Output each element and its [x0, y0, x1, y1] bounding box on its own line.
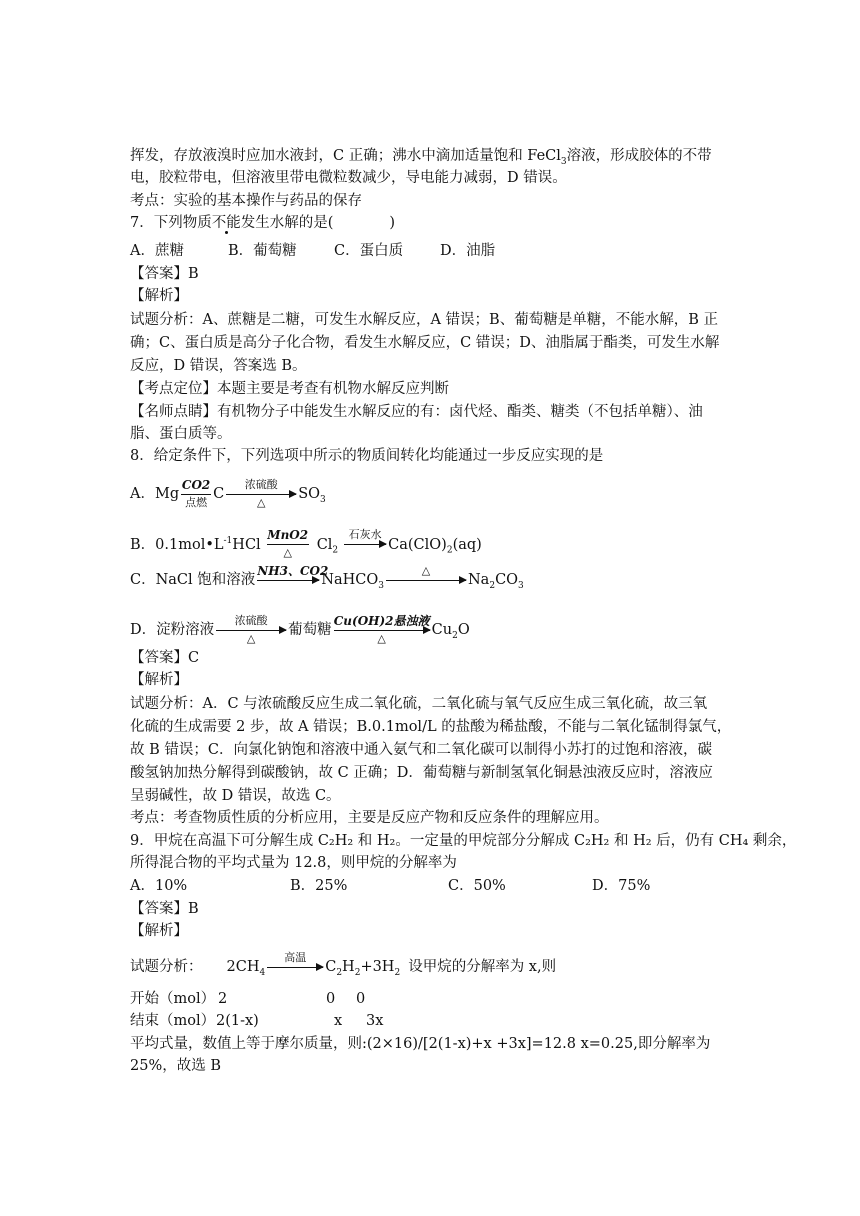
- option-d: D．75%: [592, 878, 651, 894]
- analysis-label: 【解析】: [130, 923, 188, 939]
- text-line: 试题分析：A．C 与浓硫酸反应生成二氧化硫，二氧化硫与氧气反应生成三氧化硫，故三氧: [130, 696, 708, 712]
- text-line: 脂、蛋白质等。: [130, 426, 232, 442]
- analysis-label: 【解析】: [130, 288, 188, 304]
- text-line: 酸氢钠加热分解得到碳酸钠，故 C 正确；D．葡萄糖与新制氢氧化铜悬浊液反应时，溶液应: [130, 765, 713, 781]
- option-d-reaction: D．淀粉溶液 浓硫酸 △ 葡萄糖 Cu(OH)2悬浊液 △ $Cu_2O$: [130, 613, 470, 645]
- option-a: A．10%: [130, 878, 188, 894]
- text-line: 电，胶粒带电，但溶液里带电微粒数减少，导电能力减弱，D 错误。: [130, 170, 567, 186]
- option-b: B．葡萄糖: [228, 243, 297, 259]
- text-line: 呈弱碱性，故 D 错误，故选 C。: [130, 788, 341, 804]
- option-c: C．50%: [448, 878, 506, 894]
- question-7: 7．下列物质不能发生水解的是( ): [130, 215, 396, 231]
- option-b-reaction: B．$0.1mol•L^{-1}HCl$ MnO2 △ $Cl_2$ 石灰水 $Ca(ClO)_2(aq)$: [130, 528, 482, 560]
- text-line: 化硫的生成需要 2 步，故 A 错误；B.0.1mol/L 的盐酸为稀盐酸，不能与二氧化锰制得氯气，: [130, 719, 732, 735]
- answer-label: 【答案】C: [130, 650, 200, 666]
- option-c-reaction: C．NaCl 饱和溶液 NH3、CO2 NaHCO$_3$ △ $Na_2CO_3$: [130, 563, 524, 591]
- text-line: 考点：实验的基本操作与药品的保存: [130, 193, 362, 209]
- end-h2: 3x: [366, 1013, 384, 1029]
- text-line: 【名师点睛】有机物分子中能发生水解反应的有：卤代烃、酯类、糖类（不包括单糖）、油: [130, 404, 703, 420]
- text-line: 试题分析：A、蔗糖是二糖，可发生水解反应，A 错误；B、葡萄糖是单糖，不能水解，B 正: [130, 312, 718, 328]
- analysis-label: 【解析】: [130, 672, 188, 688]
- text-line: 25%，故选 B: [130, 1058, 221, 1074]
- start-c2h2: 0: [326, 991, 336, 1007]
- text-line: 挥发，存放液溴时应加水液封，C 正确；沸水中滴加适量饱和 FeCl$_3$溶液，形成胶体的不带: [130, 148, 712, 167]
- text-line: 确；C、蛋白质是高分子化合物，看发生水解反应，C 错误；D、油脂属于酯类，可发生水解: [130, 335, 720, 351]
- start-h2: 0: [356, 991, 366, 1007]
- answer-label: 【答案】B: [130, 266, 199, 282]
- text-line: 【考点定位】本题主要是考查有机物水解反应判断: [130, 381, 449, 397]
- text-line: 平均式量，数值上等于摩尔质量，则:(2×16)/[2(1-x)+x +3x]=12.8 x=0.25,即分解率为: [130, 1036, 711, 1052]
- end-row-label: 结束（mol）: [130, 1013, 216, 1029]
- text-line: 考点：考查物质性质的分析应用，主要是反应产物和反应条件的理解应用。: [130, 810, 609, 826]
- option-a: A．蔗糖: [130, 243, 184, 259]
- question-8: 8．给定条件下，下列选项中所示的物质间转化均能通过一步反应实现的是: [130, 448, 604, 464]
- start-row-label: 开始（mol）: [130, 991, 216, 1007]
- start-ch4: 2: [218, 991, 228, 1007]
- reaction-equation: 试题分析： $2CH_4$ 高温 $C_2H_2+3H_2$ 设甲烷的分解率为 x,则: [130, 950, 557, 978]
- end-c2h2: x: [334, 1013, 343, 1029]
- option-b: B．25%: [290, 878, 348, 894]
- option-a-reaction: A．Mg CO2 点燃 C 浓硫酸 △ $SO_3$: [130, 477, 326, 509]
- option-c: C．蛋白质: [334, 243, 404, 259]
- answer-label: 【答案】B: [130, 901, 199, 917]
- text-line: 所得混合物的平均式量为 12.8，则甲烷的分解率为: [130, 855, 457, 871]
- option-d: D．油脂: [440, 243, 496, 259]
- end-ch4: 2(1-x): [216, 1013, 259, 1029]
- text-line: 故 B 错误；C．向氯化钠饱和溶液中通入氨气和二氧化碳可以制得小苏打的过饱和溶液，碳: [130, 742, 712, 758]
- question-9: 9．甲烷在高温下可分解生成 C₂H₂ 和 H₂。一定量的甲烷部分分解成 C₂H₂ 和 H₂ 后，仍有 CH₄ 剩余，: [130, 833, 797, 849]
- text-line: 反应，D 错误，答案选 B。: [130, 358, 307, 374]
